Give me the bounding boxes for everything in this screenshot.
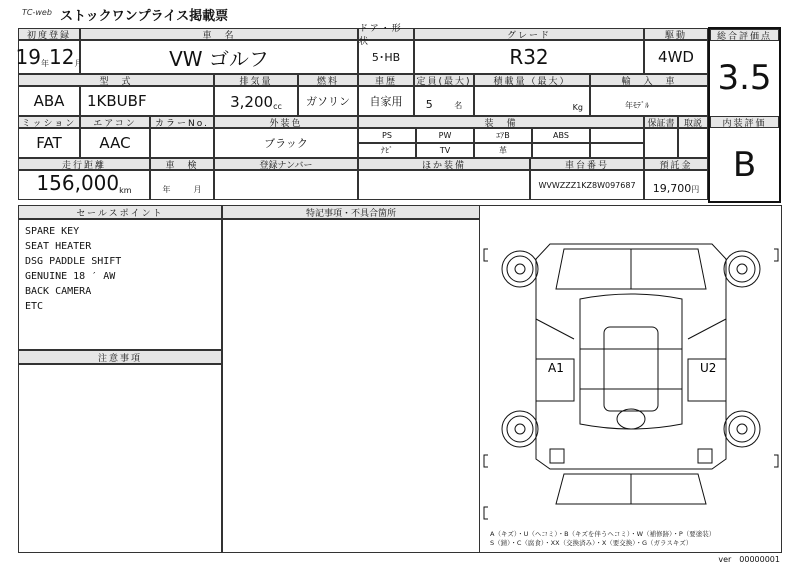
list-item: SEAT HEATER — [25, 241, 92, 252]
legend-line-1: A（キズ）・U（ヘコミ）・B（キズを伴うヘコミ）・W（補修跡）・P（要塗装） — [490, 530, 716, 538]
warranty-header: 保証書 — [644, 116, 678, 128]
exterior-color-header: 外装色 — [214, 116, 358, 128]
sales-points-header: セールスポイント — [18, 205, 222, 219]
drive-header: 駆動 — [644, 28, 708, 40]
history-value: 自家用 — [358, 86, 414, 116]
list-item: BACK CAMERA — [25, 286, 92, 297]
model-code: 1KBUBF — [80, 86, 214, 116]
inspection-header: 車 検 — [150, 158, 214, 170]
warranty-value — [644, 128, 678, 158]
color-no-header: カラーNo. — [150, 116, 214, 128]
displacement-header: 排気量 — [214, 74, 298, 86]
aircon-value: AAC — [80, 128, 150, 158]
mission-header: ミッション — [18, 116, 80, 128]
remarks-body — [222, 219, 480, 553]
fuel-header: 燃料 — [298, 74, 358, 86]
payload-header: 積載量（最大） — [474, 74, 590, 86]
reg-plate-value — [214, 170, 358, 200]
model-prefix: ABA — [18, 86, 80, 116]
equip-empty-3 — [590, 143, 644, 158]
damage-mark-a1: A1 — [548, 361, 564, 375]
other-equip-value — [358, 170, 530, 200]
damage-mark-u2: U2 — [700, 361, 717, 375]
legend — [490, 530, 715, 548]
car-name-value: VW ゴルフ — [80, 40, 358, 74]
equip-airbag: ｴｱB — [474, 128, 532, 143]
equip-ps: PS — [358, 128, 416, 143]
capacity-number: 5 — [425, 98, 433, 111]
mileage-value — [18, 170, 150, 200]
wheel-front-left — [502, 251, 538, 287]
notes-body — [18, 364, 222, 553]
capacity-header: 定員(最大) — [414, 74, 474, 86]
reg-plate-header: 登録ナンバー — [214, 158, 358, 170]
drive-value: 4WD — [644, 40, 708, 74]
import-value — [590, 86, 708, 116]
legend-line-2: S（錆）・C（腐食）・XX（交換済み）・X（要交換）・G（ガラスキズ） — [490, 539, 693, 547]
door-form-header: ドア・形状 — [358, 28, 414, 40]
equip-pw: PW — [416, 128, 474, 143]
deposit-unit: 円 — [691, 185, 700, 194]
deposit-value — [644, 170, 708, 200]
car-diagram — [480, 219, 782, 553]
rear-window-mark — [617, 409, 645, 429]
door-form-value: 5･HB — [358, 40, 414, 74]
exterior-color-value: ブラック — [214, 128, 358, 158]
inspection-month-unit: 月 — [193, 185, 202, 194]
equip-navi: ﾅﾋﾞ — [358, 143, 416, 158]
displacement-unit: cc — [273, 102, 282, 111]
history-header: 車歴 — [358, 74, 414, 86]
wheel-front-right — [724, 251, 760, 287]
deposit-header: 預託金 — [644, 158, 708, 170]
displacement-value — [214, 86, 298, 116]
payload-unit: Kg — [572, 103, 583, 112]
remarks-header: 特記事項・不具合箇所 — [222, 205, 480, 219]
inspection-value — [150, 170, 214, 200]
mileage-number: 156,000 — [36, 171, 120, 195]
mileage-header: 走行距離 — [18, 158, 150, 170]
chassis-no-value: WVWZZZ1KZ8W097687 — [530, 170, 644, 200]
import-header: 輸 入 車 — [590, 74, 708, 86]
sales-points-list — [18, 219, 222, 350]
color-no-value — [150, 128, 214, 158]
month-unit: 月 — [74, 59, 83, 68]
equip-leather: 革 — [474, 143, 532, 158]
wheel-rear-right — [724, 411, 760, 447]
mission-value: FAT — [18, 128, 80, 158]
aircon-header: エアコン — [80, 116, 150, 128]
overall-score: 3.5 — [717, 58, 772, 98]
import-model: 年ﾓﾃﾞﾙ — [625, 101, 649, 110]
equipment-header: 装 備 — [358, 116, 644, 128]
list-item: GENUINE 18 ′ AW — [25, 271, 116, 282]
chassis-no-header: 車台番号 — [530, 158, 644, 170]
month-value: 12 — [49, 45, 75, 69]
year-unit: 年 — [41, 59, 49, 68]
payload-value — [474, 86, 590, 116]
interior-grade-header: 内装評価 — [710, 116, 779, 128]
grade-value: R32 — [414, 40, 644, 74]
manual-header: 取説 — [678, 116, 708, 128]
first-reg-header: 初度登録 — [18, 28, 80, 40]
list-item: ETC — [25, 301, 44, 312]
rear-light-right — [698, 449, 712, 463]
list-item: DSG PADDLE SHIFT — [25, 256, 122, 267]
roof-panel — [604, 327, 658, 411]
rear-light-left — [550, 449, 564, 463]
inspection-year-unit: 年 — [162, 185, 171, 194]
year-value: 19 — [15, 45, 41, 69]
interior-score: B — [732, 144, 757, 185]
manual-value — [678, 128, 708, 158]
displacement-number: 3,200 — [230, 93, 274, 111]
capacity-value — [414, 86, 474, 116]
model-header: 型 式 — [18, 74, 214, 86]
equip-empty-2 — [532, 143, 590, 158]
equip-empty-1 — [590, 128, 644, 143]
car-name-header: 車 名 — [80, 28, 358, 40]
wheel-rear-left — [502, 411, 538, 447]
mileage-unit: km — [119, 186, 132, 195]
overall-grade-header: 総合評価点 — [710, 29, 779, 41]
other-equip-header: ほか装備 — [358, 158, 530, 170]
list-item: SPARE KEY — [25, 226, 80, 237]
equip-abs: ABS — [532, 128, 590, 143]
first-reg-value — [15, 40, 83, 74]
version-label: ver 00000001 — [718, 555, 780, 564]
capacity-unit: 名 — [454, 101, 463, 110]
page-title: ストックワンプライス掲載票 — [60, 9, 229, 24]
fuel-value: ガソリン — [298, 86, 358, 116]
grade-header: グレード — [414, 28, 644, 40]
equip-tv: TV — [416, 143, 474, 158]
notes-header: 注意事項 — [18, 350, 222, 364]
deposit-number: 19,700 — [652, 182, 692, 195]
logo: TC-web — [22, 8, 52, 17]
